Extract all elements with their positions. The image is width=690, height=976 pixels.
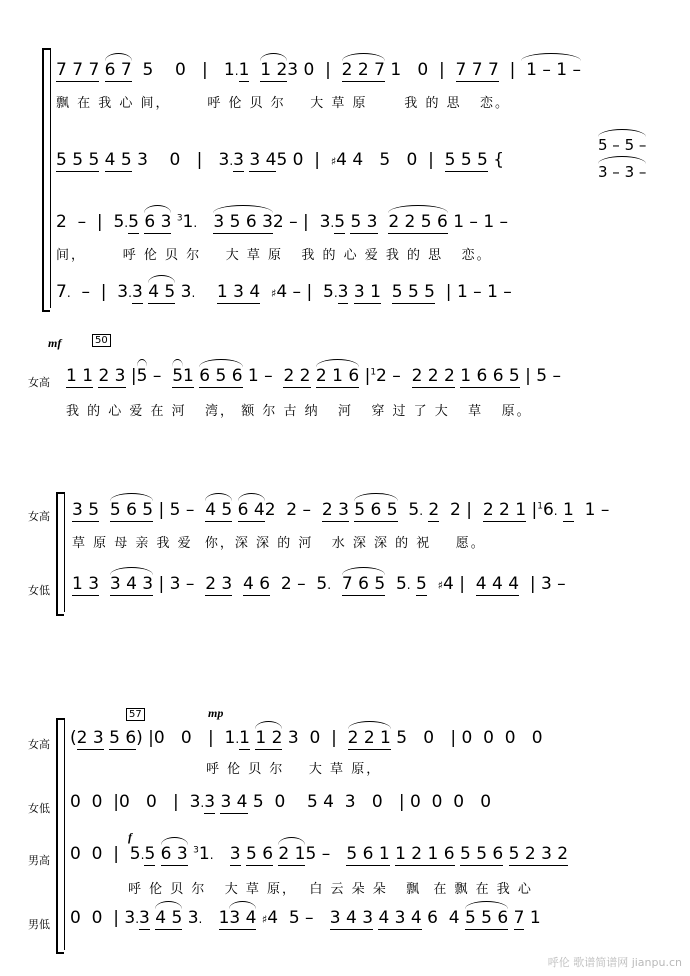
staff-line-divisi: 5 – 5 – — [598, 136, 646, 154]
system-3 — [0, 486, 690, 636]
staff-line-lyrics: 呼 伦 贝 尔 大 草 原， — [206, 762, 382, 777]
staff-line-lyrics: 呼 伦 贝 尔 大 草 原， 白 云 朵 朵 飘 在 飘 在 我 心 — [128, 882, 533, 897]
site-watermark: 呼伦 歌谱简谱网 jianpu.cn — [547, 956, 682, 969]
voice-label-soprano: 女高 — [28, 376, 50, 389]
system-4 — [0, 700, 690, 960]
dynamic-f: f — [128, 830, 132, 844]
staff-line-notes: 1 1 2 3 | 5 – 51 6 5 6 1 – 2 2 2 1 6 $|^12 - 2$ 2 2 1 6 6 5 | 5 – — [66, 366, 561, 386]
rehearsal-mark-57: 57 — [126, 708, 145, 721]
system-2 — [0, 334, 690, 444]
system-1 — [0, 0, 690, 320]
staff-line-notes: 2 – | 5.5 6 3 $^3$1. 3 5 6 32 – | 3.5 5 3 2 2 5 6 1 – 1 – — [56, 212, 508, 232]
voice-label-bass: 男低 — [28, 918, 50, 931]
staff-line-lyrics: 草 原 母 亲 我 爱 你，深 深 的 河 水 深 深 的 祝 愿。 — [72, 536, 486, 551]
staff-line-notes: 0 0 | 5.5 6 3 $^3$1. 3 5 6 2 15 – 5 6 1 1 2 1 6 5 5 6 5 2 3 2 — [70, 844, 568, 864]
rehearsal-mark-50: 50 — [92, 334, 111, 347]
staff-line-notes: 1 3 3 4 3 | 3 – 2 3 4 6 2 – 5. 7 6 5 5. 5 ♯4 | 4 4 4 | 3 – — [72, 574, 566, 594]
system-brace — [42, 48, 50, 312]
system-brace — [56, 718, 64, 954]
staff-line-lyrics: 间， 呼 伦 贝 尔 大 草 原 我 的 心 爱 我 的 思 恋。 — [56, 248, 492, 263]
system-brace-inner — [64, 718, 65, 950]
staff-line-notes: 5 5 5 4 5 3 0 | 3.3 3 45 0 | ♯4 4 5 0 | 5 5 5 { — [56, 150, 505, 170]
staff-line-lyrics: 飘 在 我 心 间， 呼 伦 贝 尔 大 草 原 我 的 思 恋。 — [56, 96, 510, 111]
staff-line-notes: 7. – | 3.3 4 5 3. 1 3 4 ♯4 – | 5.3 3 1 5 5 5 | 1 – 1 – — [56, 282, 512, 302]
staff-line-notes: 7 7 7 6 7 5 0 | 1.1 1 23 0 | 2 2 7 1 0 | 7 7 7 | 1 – 1 – — [56, 60, 581, 80]
system-brace — [56, 492, 64, 616]
staff-line-lyrics: 我 的 心 爱 在 河 湾， 额 尔 古 纳 河 穿 过 了 大 草 原。 — [66, 404, 532, 419]
staff-line-divisi: 3 – 3 – — [598, 163, 646, 181]
staff-line-notes: 3 5 5 6 5 | 5 – 4 5 6 42 2 – 2 3 5 6 5 5. 2 2 | 2 2 1 $|^16$. 1 1 – — [72, 500, 609, 520]
system-brace-inner — [50, 48, 51, 308]
staff-line-notes: 0 0 |0 0 | 3.3 3 4 5 0 5 4 3 0 | 0 0 0 0 — [70, 792, 492, 812]
voice-label-soprano: 女高 — [28, 510, 50, 523]
dynamic-mp: mp — [208, 706, 224, 720]
staff-line-notes: 0 0 | 3.3 4 5 3. 1 3 4 ♯4 5 – 3 4 3 4 3 4 6 4 5 5 6 7 1 — [70, 908, 541, 928]
voice-label-alto: 女低 — [28, 802, 50, 815]
voice-label-alto: 女低 — [28, 584, 50, 597]
voice-label-tenor: 男高 — [28, 854, 50, 867]
voice-label-soprano: 女高 — [28, 738, 50, 751]
dynamic-mf: mf — [48, 336, 62, 350]
staff-line-notes: (2 3 5 6) |0 0 | 1.1 1 2 3 0 | 2 2 1 5 0 | 0 0 0 0 — [70, 728, 543, 748]
system-brace-inner — [64, 492, 65, 612]
